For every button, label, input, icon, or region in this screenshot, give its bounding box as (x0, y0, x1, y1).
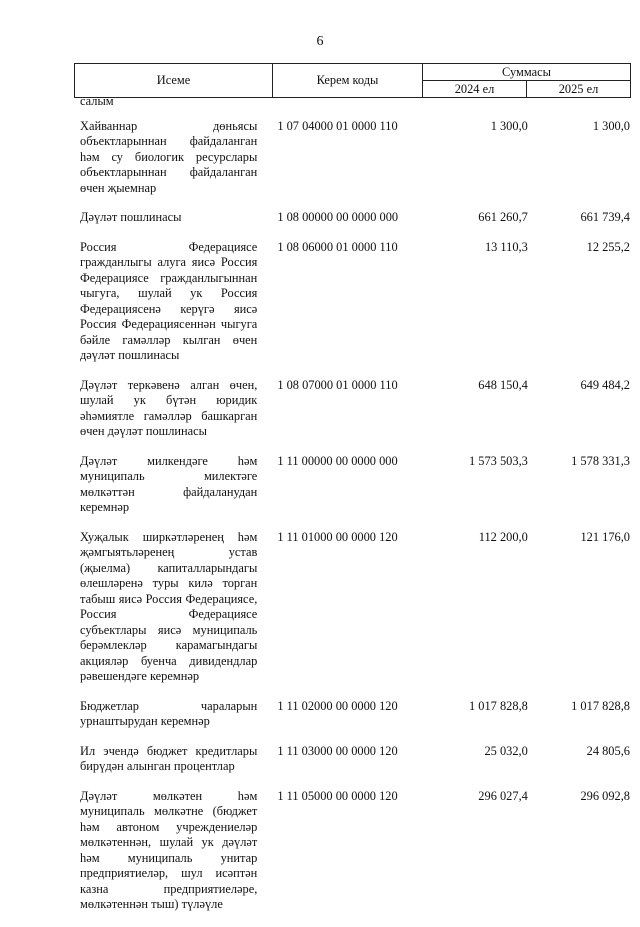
row-code: 1 11 00000 00 0000 000 (277, 453, 398, 468)
row-code: 1 07 04000 01 0000 110 (277, 118, 398, 133)
table-body (80, 94, 630, 927)
header-name: Исеме (75, 64, 273, 98)
row-name: Дәүләт теркәвенә алган өчен, шулай ук бүтән юридик әһәмиятле гамәлләр башкарган өчен дәүләт пошлинасы (80, 377, 258, 438)
row-name: Хуҗалык ширкәтләренең һәм җәмгыятьләренең устав (җыелма) капиталларындагы өлешләренә туры килә торган табыш яисә Россия Федерациясе, Россия Федерациясе субъектлары яисә муниципаль берәмлекләр карамагындагы акцияләр буенча дивидендлар рәвешендәге керемнәр (80, 529, 258, 683)
table-row (80, 94, 630, 110)
table-row (80, 210, 630, 226)
row-code: 1 11 05000 00 0000 120 (277, 788, 398, 803)
row-value-2024: 296 027,4 (478, 788, 528, 803)
row-name: Дәүләт пошлинасы (80, 210, 182, 224)
row-value-2025: 649 484,2 (580, 377, 630, 392)
row-code: 1 11 02000 00 0000 120 (277, 698, 398, 713)
row-name: Россия Федерациясе гражданлыгы алуга яисә Россия Федерациясе гражданлыгыннан чыгуга, шулай ук Россия Федерациясенә керүгә яисә Россия Федерациясеннән чыгуга бәйле гамәлләр кылган өчен дәүләт пошлинасы (80, 239, 258, 362)
row-value-2025: 1 578 331,3 (571, 453, 630, 468)
row-name: Бюджетлар чараларын урнаштырудан керемнәр (80, 698, 258, 728)
table-row (80, 789, 630, 913)
header-sums: Суммасы (423, 64, 631, 81)
header-code: Керем коды (273, 64, 423, 98)
row-name: Ил эчендә бюджет кредитлары бирүдән алынган процентлар (80, 743, 258, 773)
table-row (80, 240, 630, 364)
row-name: Хайваннар дөньясы объектларыннан файдаланган һәм су биологик ресурслары объектларыннан файдаланган өчен җыемнар (80, 118, 258, 195)
row-code: 1 11 03000 00 0000 120 (277, 743, 398, 758)
table-header (74, 63, 631, 98)
row-value-2024: 13 110,3 (484, 239, 528, 254)
row-code: 1 08 07000 01 0000 110 (277, 377, 398, 392)
page-number: 6 (316, 34, 324, 49)
table-row (80, 454, 630, 516)
row-value-2025: 1 300,0 (592, 118, 630, 133)
table-row (80, 699, 630, 730)
row-code: 1 08 06000 01 0000 110 (277, 239, 398, 254)
header-year-2025: 2025 ел (527, 81, 631, 98)
row-name: Дәүләт милкендәге һәм муниципаль милектәге мөлкәттән файдаланудан керемнәр (80, 453, 258, 514)
row-value-2025: 24 805,6 (586, 743, 630, 758)
table-row (80, 378, 630, 440)
row-value-2025: 1 017 828,8 (571, 698, 630, 713)
row-value-2025: 12 255,2 (586, 239, 630, 254)
row-name: салым (80, 94, 114, 108)
row-value-2025: 661 739,4 (580, 210, 630, 224)
row-value-2024: 1 573 503,3 (469, 453, 528, 468)
row-value-2025: 121 176,0 (580, 529, 630, 544)
table-row (80, 744, 630, 775)
header-year-2024: 2024 ел (423, 81, 527, 98)
row-value-2024: 661 260,7 (478, 210, 528, 224)
table-row (80, 119, 630, 197)
row-value-2025: 296 092,8 (580, 788, 630, 803)
row-name: Дәүләт мөлкәтен һәм муниципаль мөлкәтне (бюджет һәм автоном учреждениеләр мөлкәтеннән, шулай ук дәүләт һәм муниципаль унитар предприятиеләр, шул исәптән казна предприятиеләре, мөлкәтеннән тыш) түләүле (80, 788, 258, 911)
row-value-2024: 1 300,0 (490, 118, 528, 133)
row-value-2024: 648 150,4 (478, 377, 528, 392)
row-value-2024: 25 032,0 (484, 743, 528, 758)
row-code: 1 08 00000 00 0000 000 (277, 210, 399, 224)
row-value-2024: 1 017 828,8 (469, 698, 528, 713)
table-row (80, 530, 630, 685)
row-value-2024: 112 200,0 (478, 529, 528, 544)
row-code: 1 11 01000 00 0000 120 (277, 529, 398, 544)
